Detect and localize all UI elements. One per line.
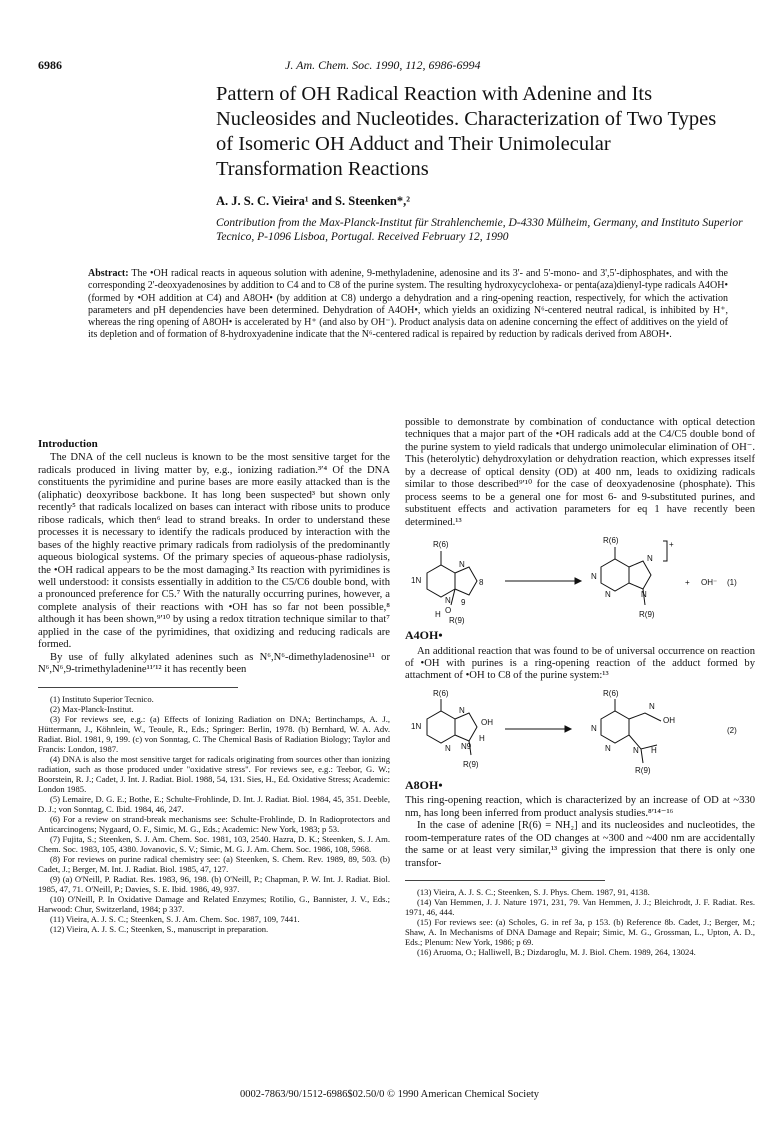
footnotes [38, 694, 390, 934]
r9-label-product: R(9) [635, 765, 651, 775]
svg-text:N: N [445, 596, 451, 606]
reaction-scheme-2 [405, 687, 755, 779]
authors: A. J. S. C. Vieira¹ and S. Steenken*,² [216, 194, 410, 208]
body-paragraph: This ring-opening reaction, which is characterized by an increase of OD at ~330 nm, has long been inferred from product analysis studies.⁸ʹ¹⁴⁻¹⁶ [405, 795, 755, 819]
svg-text:+: + [669, 540, 674, 550]
svg-text:N: N [647, 554, 653, 564]
six-ring [427, 711, 455, 743]
footnote-rule [38, 687, 238, 688]
r6-label-product: R(6) [603, 536, 619, 546]
product-six-ring [601, 711, 629, 743]
svg-text:OH: OH [481, 717, 493, 727]
abstract-label: Abstract: [88, 268, 129, 279]
footnote: (16) Aruoma, O.; Halliwell, B.; Dizdaroglu, M. J. Biol. Chem. 1989, 264, 13024. [417, 947, 696, 958]
r9-label: R(9) [449, 616, 465, 626]
r9-label-product: R(9) [639, 610, 655, 620]
five-ring [455, 713, 477, 741]
r6-label: R(6) [433, 688, 449, 698]
svg-text:1N: 1N [411, 576, 422, 586]
reaction-scheme-1 [405, 533, 755, 629]
body-paragraph: possible to demonstrate by combination of conductance with optical detection techniques that a major part of the •OH radicals add at the C4/C5 double bond of the purine system to yield radicals that undergo unimolecular elimination of OH⁻. This (heterolytic) dehydroxylation or dehydration reaction, which expresses itself by a decrease of optical density (OD) at 400 nm, leads to oxidizing radicals similar to those described⁹ʹ¹⁰ for the case of deoxyadenosine (phosphate). This process seems to be a general one for most 6- and 9-substituted purines, and substituent effects and activation parameters for eq 1 have recently been determined.¹³ [405, 417, 755, 528]
footnote: (11) Vieira, A. J. S. C.; Steenken, S. J. Am. Chem. Soc. 1987, 109, 7441. [50, 913, 300, 924]
footnote: (8) For reviews on purine radical chemistry see: (a) Steenken, S. Chem. Rev. 1989, 89, 503. (b) Cadet, J.; Berger, M. Int. J. Radiat. Biol. 1985, 47, 127. [38, 853, 390, 874]
footnote: (15) For reviews see: (a) Scholes, G. in ref 3a, p 153. (b) Reference 8b. Cadet, J.; Berger, M.; Shaw, A. In Mechanisms of DNA Damage and Repair; Simic, M. G., Grossman, L., Upton, A. D., Eds.; Plenum: New York, 1986; p 69. [405, 917, 755, 948]
body-paragraph: An additional reaction that was found to be of universal occurrence on reaction of •OH with purines is a ring-opening reaction of the adduct formed by attachment of •OH to C8 of the purine system:¹³ [405, 645, 755, 682]
footnote: (1) Instituto Superior Tecnico. [50, 693, 154, 704]
svg-text:N: N [591, 572, 597, 582]
plus-sign: + [685, 578, 690, 588]
equation-number-2: (2) [727, 725, 737, 735]
page-number: 6986 [38, 58, 62, 72]
scheme-1-drawing [405, 533, 755, 629]
six-ring [427, 565, 455, 597]
footnote: (14) Van Hemmen, J. J. Nature 1971, 231, 79. Van Hemmen, J. J.; Bleichrodt, J. F. Radiat. Res. 1971, 46, 444. [405, 897, 755, 918]
footnote: (2) Max-Planck-Institut. [50, 703, 134, 714]
footnote: (12) Vieira, A. J. S. C.; Steenken, S., manuscript in preparation. [50, 923, 269, 934]
equation-number-1: (1) [727, 578, 737, 588]
r6-label-product: R(6) [603, 688, 619, 698]
svg-text:N: N [641, 590, 647, 600]
five-ring [455, 567, 477, 595]
footnotes [405, 887, 755, 957]
svg-text:O: O [445, 606, 452, 616]
svg-text:N: N [633, 745, 639, 755]
abstract [88, 268, 728, 342]
right-column [405, 417, 755, 957]
footnote: (4) DNA is also the most sensitive target for radicals originating from sources other than ionizing radiation, such as those produced under "oxidative stress". For reviews see, e.g.: Teebor, G. W.; Boorstein, R. J.; Cadet, J. Int. J. Radiat. Biol. 1988, 54, 131. Sies, H., Ed. Oxidative Stress; Academic: London 1985. [38, 753, 390, 794]
svg-text:H: H [479, 733, 485, 743]
svg-text:N9: N9 [461, 741, 472, 751]
article-title: Pattern of OH Radical Reaction with Adenine and Its Nucleosides and Nucleotides. Characterization of Two Types of Isomeric OH Adduct and Their Unimolecular Transformation Reactions [216, 83, 717, 180]
body-paragraph: By use of fully alkylated adenines such as N⁶,N⁶-dimethyladenosine¹¹ or N⁶,N⁶,9-trimethyladenine¹¹ʹ¹² it has recently been [38, 651, 390, 676]
footnote: (6) For a review on strand-break mechanisms see: Schulte-Frohlinde, D. In Radioprotectors and Anticarcinogens; Nygaard, O. F., Simic, M. G., Eds.; Academic: New York, 1983; p 53. [38, 813, 390, 834]
product-five-ring [629, 561, 651, 589]
compound-label-a4oh: A4OH• [405, 628, 443, 643]
footnote: (10) O'Neill, P. In Oxidative Damage and Related Enzymes; Rotilio, G., Bannister, J. V., Eds.; Harwood: Chur, Switzerland, 1984; p 337. [38, 893, 390, 914]
svg-text:N: N [591, 723, 597, 733]
svg-text:H: H [651, 745, 657, 755]
svg-text:N: N [445, 743, 451, 753]
footnote: (3) For reviews see, e.g.: (a) Effects of Ionizing Radiation on DNA; Bertinchamps, A. J., Hüttermann, J., Köhnlein, W., Teoule, R., Eds.; Springer: Berlin, 1978. (b) Bernhard, W. A. Adv. Radiat. Biol. 1981, 9, 199. (c) von Sonntag, C. The Chemical Basis of Radiation Biology; Taylor and Francis: London, 1987. [38, 713, 390, 754]
body-paragraph: The DNA of the cell nucleus is known to be the most sensitive target for the radicals produced in living matter by, e.g., ionizing radiation.³ʹ⁴ Of the DNA constituents the pyrimidine and purine bases are more easily attacked than is the (aliphatic) deoxyribose backbone. It has long been suspected³ but shown only recently⁵ that radicals localized on bases can interact with ribose units to produce ribose radicals, which then⁶ lead to strand breaks. In order to understand these processes it is necessary to identify the radicals produced by interaction with the bases of the highly reactive primary radicals from radiolysis of the predominantly aqueous biological systems. Of the primary species of aqueous-phase radiolysis, the •OH radical appears to be the most damaging.³ Its reaction with pyrimidines is well understood: it consists essentially in addition to the C5/C6 double bond, with a pronounced preference for C5.⁷ With the naturally occurring purines, however, a complete analysis of their reactions with •OH has so far not been possible,⁸ although it has been shown,⁹ʹ¹⁰ by using a redox titration technique similar to that⁷ applied in the case of the pyrimidines, that oxidizing and reducing radicals are formed. [38, 452, 390, 651]
footnote: (7) Fujita, S.; Steenken, S. J. Am. Chem. Soc. 1981, 103, 2540. Hazra, D. K.; Steenken, S. J. Am. Chem. Soc. 1983, 105, 4380. Jovanovic, S. V.; Simic, M. G. J. Am. Chem. Soc. 1986, 108, 5968. [38, 833, 390, 854]
footnote-rule [405, 880, 605, 881]
affiliation: Contribution from the Max-Planck-Institut für Strahlenchemie, D-4330 Mülheim, Germany, and Instituto Superior Tecnico, P-1096 Lisboa, Portugal. Received February 12, 1990 [216, 217, 743, 243]
product-six-ring [601, 559, 629, 591]
svg-text:N: N [605, 590, 611, 600]
svg-text:N: N [649, 701, 655, 711]
r9-label: R(9) [463, 759, 479, 769]
left-column [38, 438, 390, 934]
compound-label-a8oh: A8OH• [405, 777, 443, 792]
footnote: (13) Vieira, A. J. S. C.; Steenken, S. J. Phys. Chem. 1987, 91, 4138. [417, 887, 650, 898]
hydroxide-label: OH⁻ [701, 578, 718, 588]
svg-text:9: 9 [461, 598, 466, 608]
footnote: (9) (a) O'Neill, P. Radiat. Res. 1983, 96, 198. (b) O'Neill, P.; Chapman, P. W. Int. J. Radiat. Biol. 1985, 47, 71. O'Neill, P.; Davies, S. E. Ibid. 1986, 49, 937. [38, 873, 390, 894]
footnote: (5) Lemaire, D. G. E.; Bothe, E.; Schulte-Frohlinde, D. Int. J. Radiat. Biol. 1984, 45, 351. Deeble, D. J.; von Sonntag, C. Ibid. 1984, 46, 247. [38, 793, 390, 814]
section-heading: Introduction [38, 438, 98, 450]
r6-label: R(6) [433, 540, 449, 550]
footer-copyright: 0002-7863/90/1512-6986$02.50/0 © 1990 American Chemical Society [240, 1089, 540, 1100]
svg-text:1N: 1N [411, 721, 422, 731]
svg-text:N: N [459, 560, 465, 570]
journal-citation: J. Am. Chem. Soc. 1990, 112, 6986-6994 [285, 58, 481, 72]
body-paragraph: In the case of adenine [R(6) = NH₂] and its nucleosides and nucleotides, the room-temperature rates of the OD changes at ~300 and ~400 nm are accidentally the same or at least very similar,¹³ giving the impression that there is only one transfor- [405, 820, 755, 869]
svg-text:H: H [435, 610, 441, 620]
svg-text:N: N [605, 743, 611, 753]
scheme-2-drawing [405, 687, 755, 779]
svg-text:OH: OH [663, 715, 675, 725]
svg-text:8: 8 [479, 578, 484, 588]
abstract-text: The •OH radical reacts in aqueous solution with adenine, 9-methyladenine, adenosine and its 3'- and 5'-mono- and 3',5'-diphosphates, and with the corresponding 2'-deoxyadenosines by addition to C4 and to C8 of the purine system. The resulting hydroxycyclohexa- or penta(aza)dienyl-type radicals A4OH• (formed by •OH addition at C4) and A8OH• (by addition at C8) undergo a dehydration and a ring-opening reaction, respectively, for which the activation parameters and pH dependencies have been determined. Dehydration of A4OH•, which yields an oxidizing N⁶-centered neutral radical, is inhibited by H⁺, whereas the ring opening of A8OH• is accelerated by H⁺ (and also by OH⁻). Product analysis data on adenine concerning the effect of additives on the yield of its depletion and of formation of 8-hydroxyadenine indicate that the N⁶-centered radical is repaired by reduction by radicals derived from A8OH•. [88, 268, 728, 341]
svg-text:N: N [459, 705, 465, 715]
